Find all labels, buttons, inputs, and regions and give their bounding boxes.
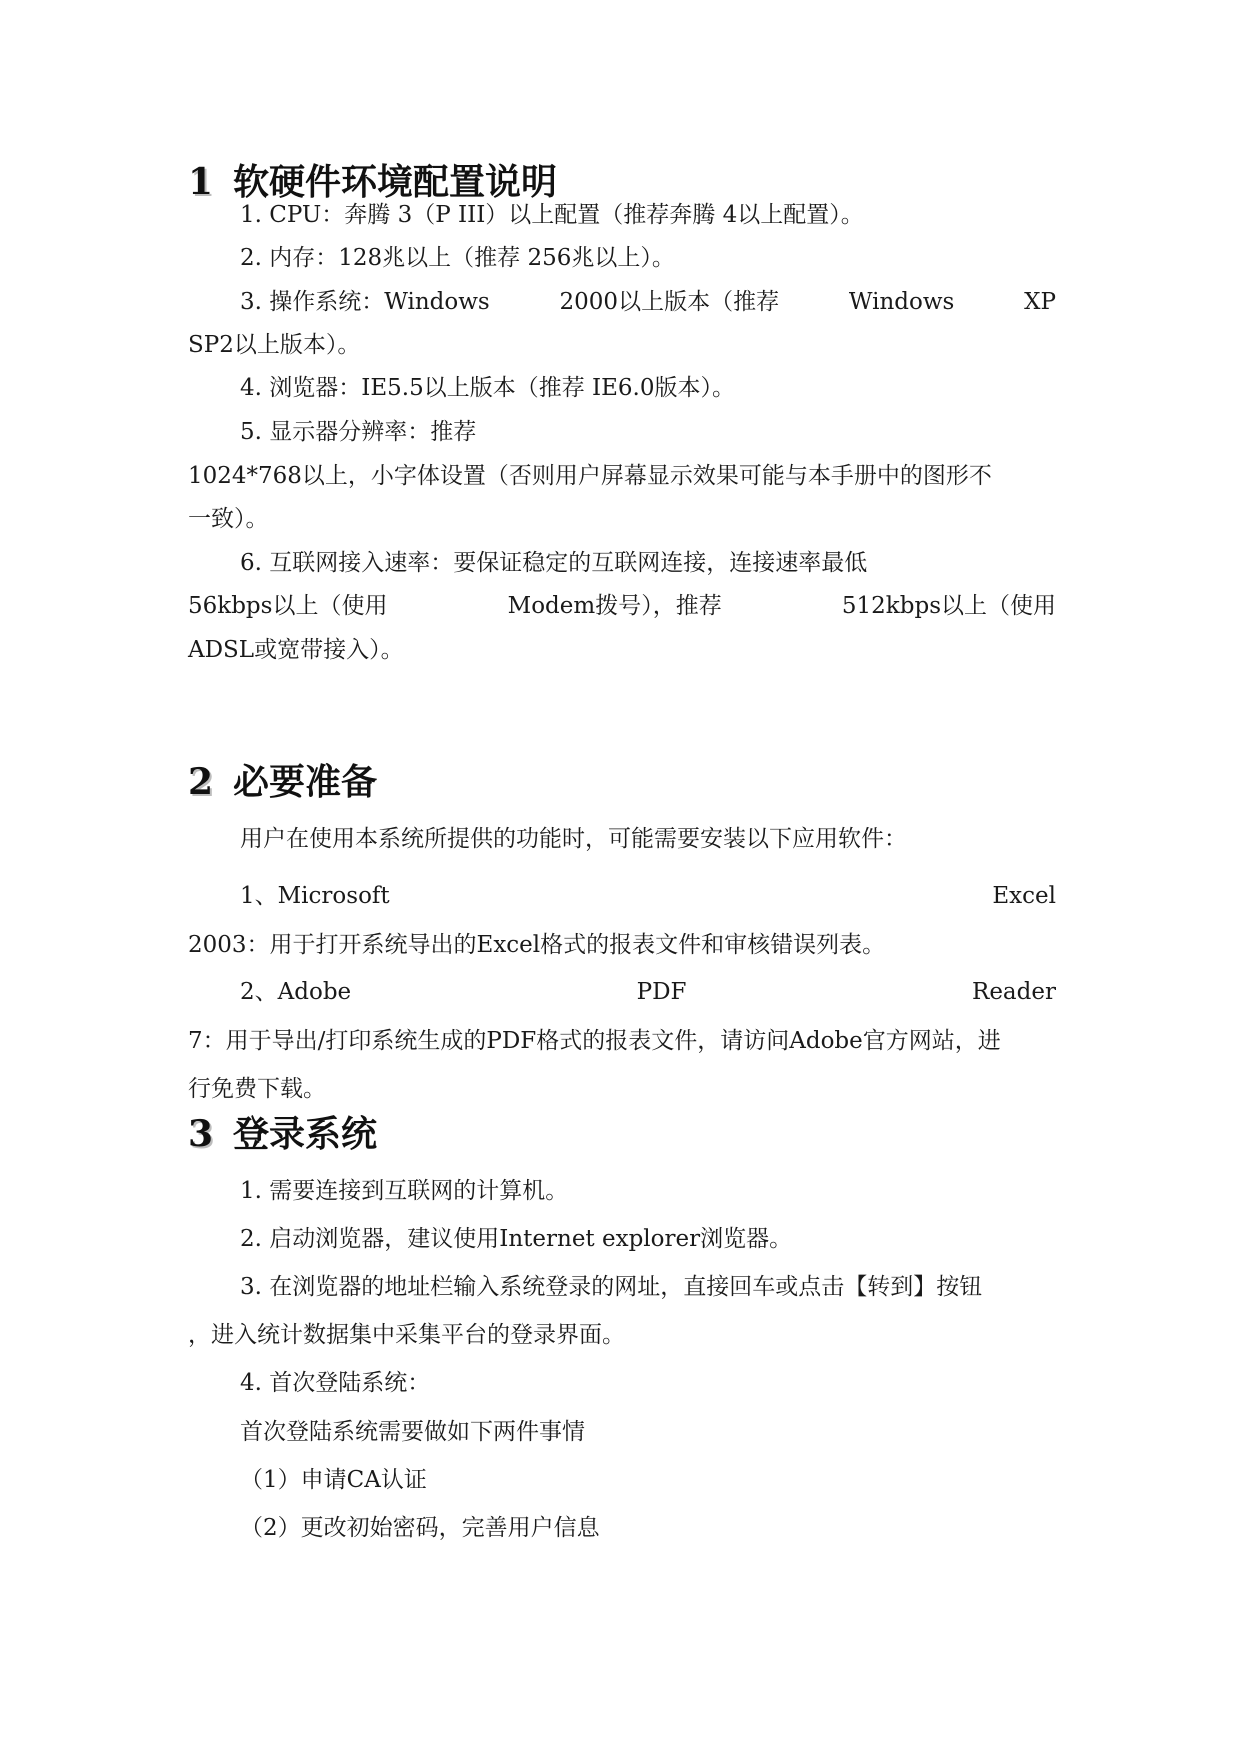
text-segment: Modem拨号），推荐 [507,593,722,619]
section-heading-3 [188,1110,377,1159]
text-segment: 512kbps以上（使用 [841,593,1056,619]
section-heading-2 [188,758,377,807]
paragraph-line: 3. 在浏览器的地址栏输入系统登录的网址，直接回车或点击【转到】按钮 [240,1274,983,1300]
paragraph-line: 行免费下载。 [188,1076,326,1102]
paragraph-line: 4. 首次登陆系统： [240,1370,431,1396]
paragraph-line-justified [240,880,1056,912]
paragraph-line: ，进入统计数据集中采集平台的登录界面。 [188,1322,625,1348]
paragraph-line: 1024*768以上，小字体设置（否则用户屏幕显示效果可能与本手册中的图形不 [188,463,992,489]
paragraph-line: 用户在使用本系统所提供的功能时，可能需要安装以下应用软件： [240,826,907,852]
paragraph-line: 1. CPU：奔腾 3（P III）以上配置（推荐奔腾 4以上配置）。 [240,202,864,228]
text-segment: Reader [972,979,1056,1005]
paragraph-line: 7：用于导出/打印系统生成的PDF格式的报表文件，请访问Adobe官方网站，进 [188,1028,1001,1054]
section-title: 软硬件环境配置说明 [233,162,558,203]
paragraph-line: 一致）。 [188,506,269,532]
section-number: 1 [188,161,214,203]
text-segment: 1、Microsoft [240,883,390,909]
section-number: 3 [188,1113,214,1155]
paragraph-line: 1. 需要连接到互联网的计算机。 [240,1178,569,1204]
text-segment: Windows [848,289,955,315]
text-segment: Excel [992,883,1056,909]
paragraph-line-justified [240,976,1056,1008]
paragraph-line-justified [188,590,1056,622]
paragraph-line: SP2以上版本）。 [188,332,361,358]
paragraph-line-justified [240,286,1056,318]
paragraph-line: 首次登陆系统需要做如下两件事情 [240,1419,585,1445]
text-segment: 2、Adobe [240,979,352,1005]
text-segment: 56kbps以上（使用 [188,593,388,619]
paragraph-line: （1）申请CA认证 [240,1467,427,1493]
paragraph-line: （2）更改初始密码，完善用户信息 [240,1515,600,1541]
paragraph-line: 6. 互联网接入速率：要保证稳定的互联网连接，连接速率最低 [240,550,868,576]
paragraph-line: 5. 显示器分辨率：推荐 [240,419,477,445]
section-title: 必要准备 [233,762,378,803]
text-segment: 2000以上版本（推荐 [559,289,780,315]
text-segment: XP [1024,289,1056,315]
paragraph-line: 2. 启动浏览器，建议使用Internet explorer浏览器。 [240,1226,793,1252]
paragraph-line: 4. 浏览器：IE5.5以上版本（推荐 IE6.0版本）。 [240,375,735,401]
paragraph-line: 2. 内存：128兆以上（推荐 256兆以上）。 [240,245,675,271]
text-segment: PDF [636,979,687,1005]
paragraph-line: 2003：用于打开系统导出的Excel格式的报表文件和审核错误列表。 [188,932,886,958]
text-segment: 3. 操作系统：Windows [240,289,490,315]
section-number: 2 [188,761,214,803]
section-title: 登录系统 [233,1114,378,1155]
paragraph-line: ADSL或宽带接入）。 [188,637,404,663]
